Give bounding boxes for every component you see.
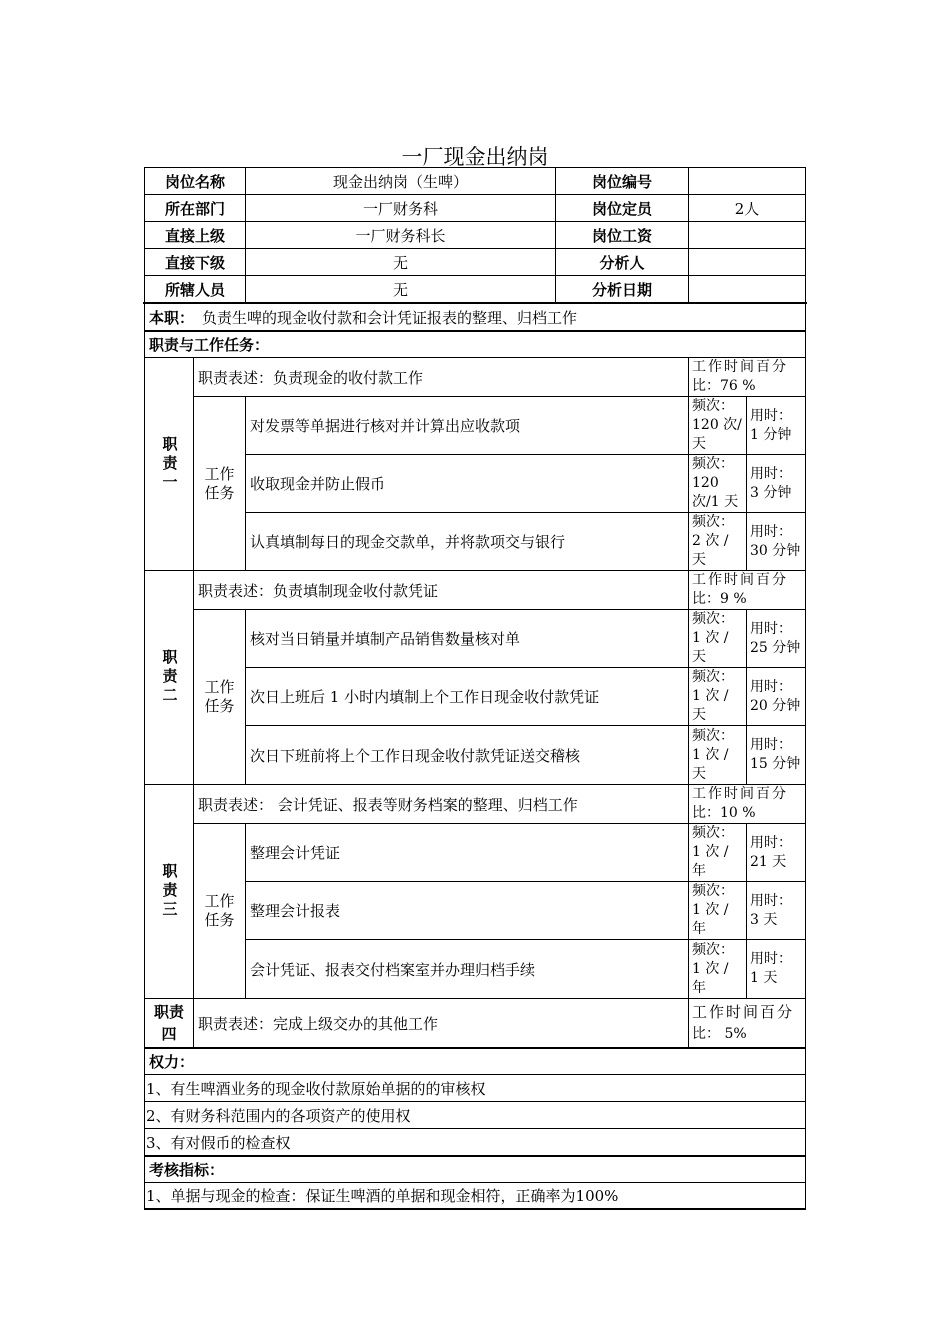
benzhi-row: [144, 303, 806, 331]
time-percent: 工作时间百分 比：76 %: [688, 357, 806, 397]
task-text: 收取现金并防止假币: [245, 454, 689, 513]
info-value: [688, 221, 806, 249]
info-key: 分析日期: [555, 275, 689, 303]
task-text: 认真填制每日的现金交款单，并将款项交与银行: [245, 512, 689, 571]
task-text: 整理会计凭证: [245, 823, 689, 882]
info-value: [688, 167, 806, 195]
time-percent: 工作时间百分 比：10 %: [688, 784, 806, 824]
task-frequency: 频次： 1 次 / 年: [688, 881, 747, 940]
duty-description: 职责表述：完成上级交办的其他工作: [193, 998, 689, 1048]
power-item: 3、有对假币的检查权: [144, 1128, 806, 1156]
time-percent: 工作时间百分 比：9 %: [688, 570, 806, 610]
task-duration: 用时： 1 分钟: [746, 396, 806, 455]
duty-label: 职责 四: [144, 998, 194, 1048]
task-duration: 用时： 3 分钟: [746, 454, 806, 513]
duty-description: 职责表述： 会计凭证、报表等财务档案的整理、归档工作: [193, 784, 689, 824]
task-duration: 用时： 1 天: [746, 939, 806, 999]
duty-label: 职责三: [144, 784, 194, 999]
task-duration: 用时： 3 天: [746, 881, 806, 940]
task-frequency: 频次： 120 次/1 天: [688, 454, 747, 513]
task-text: 整理会计报表: [245, 881, 689, 940]
task-frequency: 频次： 1 次 / 天: [688, 609, 747, 668]
info-key: 岗位定员: [555, 194, 689, 222]
task-label: 工作任务: [193, 823, 246, 999]
duty-description: 职责表述：负责现金的收付款工作: [193, 357, 689, 397]
task-duration: 用时： 30 分钟: [746, 512, 806, 571]
page-title: 一厂现金出纳岗: [401, 145, 549, 169]
task-duration: 用时： 25 分钟: [746, 609, 806, 668]
task-frequency: 频次： 1 次 / 天: [688, 667, 747, 726]
info-key: 所在部门: [144, 194, 246, 222]
task-text: 次日上班后 1 小时内填制上个工作日现金收付款凭证: [245, 667, 689, 726]
task-text: 次日下班前将上个工作日现金收付款凭证送交稽核: [245, 725, 689, 785]
task-text: 对发票等单据进行核对并计算出应收款项: [245, 396, 689, 455]
power-item: 1、有生啤酒业务的现金收付款原始单据的的审核权: [144, 1074, 806, 1102]
info-key: 岗位工资: [555, 221, 689, 249]
info-value: [688, 248, 806, 276]
benzhi-label: 本职：: [149, 308, 195, 327]
task-frequency: 频次： 2 次 / 天: [688, 512, 747, 571]
task-frequency: 频次： 120 次/ 天: [688, 396, 747, 455]
task-text: 会计凭证、报表交付档案室并办理归档手续: [245, 939, 689, 999]
info-key: 岗位名称: [144, 167, 246, 195]
info-value: 无: [245, 275, 556, 303]
power-item: 2、有财务科范围内的各项资产的使用权: [144, 1101, 806, 1129]
info-key: 直接下级: [144, 248, 246, 276]
task-duration: 用时： 20 分钟: [746, 667, 806, 726]
task-label: 工作任务: [193, 609, 246, 785]
info-value: [688, 275, 806, 303]
benzhi-text: 负责生啤的现金收付款和会计凭证报表的整理、归档工作: [202, 308, 578, 327]
power-header: 权力：: [144, 1047, 806, 1075]
info-key: 岗位编号: [555, 167, 689, 195]
duty-description: 职责表述：负责填制现金收付款凭证: [193, 570, 689, 610]
info-key: 分析人: [555, 248, 689, 276]
task-frequency: 频次： 1 次 / 天: [688, 725, 747, 785]
task-duration: 用时： 15 分钟: [746, 725, 806, 785]
kpi-header: 考核指标：: [144, 1155, 806, 1183]
duty-label: 职责二: [144, 570, 194, 785]
info-value: 2人: [688, 194, 806, 222]
info-value: 无: [245, 248, 556, 276]
time-percent: 工作时间百分 比： 5%: [688, 998, 806, 1048]
task-frequency: 频次： 1 次 / 年: [688, 823, 747, 882]
task-label: 工作任务: [193, 396, 246, 571]
info-key: 直接上级: [144, 221, 246, 249]
info-value: 一厂财务科长: [245, 221, 556, 249]
task-text: 核对当日销量并填制产品销售数量核对单: [245, 609, 689, 668]
task-frequency: 频次： 1 次 / 年: [688, 939, 747, 999]
info-value: 一厂财务科: [245, 194, 556, 222]
info-key: 所辖人员: [144, 275, 246, 303]
kpi-item: 1、单据与现金的检查：保证生啤酒的单据和现金相符，正确率为100%: [144, 1182, 806, 1210]
task-duration: 用时： 21 天: [746, 823, 806, 882]
duty-label: 职责一: [144, 357, 194, 571]
info-value: 现金出纳岗（生啤）: [245, 167, 556, 195]
duties-header: 职责与工作任务：: [144, 330, 806, 358]
